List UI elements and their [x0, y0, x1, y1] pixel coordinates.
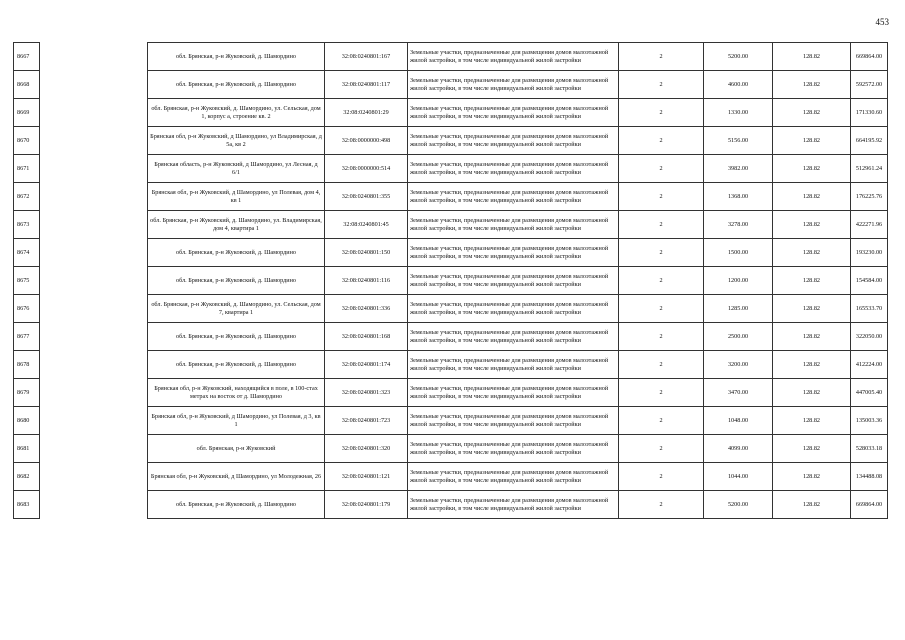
land-use-cell: Земельные участки, предназначенные для размещения домов малоэтажной жилой застройки, в том числе индивидуальной жилой застройки	[408, 239, 619, 267]
row-number-row	[14, 127, 40, 155]
table-row	[148, 435, 888, 463]
area-cell: 3470.00	[704, 379, 773, 407]
cadastral-value-table	[147, 42, 888, 519]
row-number-column	[13, 42, 40, 519]
land-use-cell: Земельные участки, предназначенные для размещения домов малоэтажной жилой застройки, в том числе индивидуальной жилой застройки	[408, 351, 619, 379]
rate-cell: 128.82	[773, 183, 851, 211]
area-cell: 1200.00	[704, 267, 773, 295]
row-number-row	[14, 211, 40, 239]
address-cell: обл. Брянская, р-н Жуковский, д. Шамордино, ул. Сельская, дом 1, корпус а, строение кв. 2	[148, 99, 325, 127]
cadastral-number-cell: 32:08:0240801:121	[325, 463, 408, 491]
row-number-cell: 8674	[14, 239, 40, 267]
address-cell: обл. Брянская, р-н Жуковский, д. Шамордино	[148, 323, 325, 351]
area-cell: 3982.00	[704, 155, 773, 183]
group-cell: 2	[619, 267, 704, 295]
rate-cell: 128.82	[773, 323, 851, 351]
cadastral-value-cell: 165533.70	[851, 295, 888, 323]
group-cell: 2	[619, 99, 704, 127]
address-cell: Брянская обл, р-н Жуковский, д Шамордино, ул Полевая, дом 4, кв 1	[148, 183, 325, 211]
address-cell: обл. Брянская, р-н Жуковский, д. Шамордино	[148, 267, 325, 295]
row-number-cell: 8675	[14, 267, 40, 295]
land-use-cell: Земельные участки, предназначенные для размещения домов малоэтажной жилой застройки, в том числе индивидуальной жилой застройки	[408, 211, 619, 239]
land-use-cell: Земельные участки, предназначенные для размещения домов малоэтажной жилой застройки, в том числе индивидуальной жилой застройки	[408, 407, 619, 435]
cadastral-value-cell: 322050.00	[851, 323, 888, 351]
row-number-row	[14, 155, 40, 183]
cadastral-number-cell: 32:08:0000000:514	[325, 155, 408, 183]
cadastral-number-cell: 32:08:0240801:320	[325, 435, 408, 463]
area-cell: 3278.00	[704, 211, 773, 239]
cadastral-number-cell: 32:08:0240801:168	[325, 323, 408, 351]
row-number-row	[14, 267, 40, 295]
cadastral-number-cell: 32:08:0240801:723	[325, 407, 408, 435]
row-number-row	[14, 491, 40, 519]
row-number-row	[14, 379, 40, 407]
table-row	[148, 407, 888, 435]
cadastral-value-cell: 171330.60	[851, 99, 888, 127]
table-row	[148, 127, 888, 155]
cadastral-value-cell: 422271.96	[851, 211, 888, 239]
row-number-cell: 8669	[14, 99, 40, 127]
cadastral-value-cell: 193230.00	[851, 239, 888, 267]
cadastral-number-cell: 32:08:0240801:355	[325, 183, 408, 211]
cadastral-number-cell: 32:08:0240801:117	[325, 71, 408, 99]
row-number-cell: 8673	[14, 211, 40, 239]
land-use-cell: Земельные участки, предназначенные для размещения домов малоэтажной жилой застройки, в том числе индивидуальной жилой застройки	[408, 323, 619, 351]
row-number-row	[14, 239, 40, 267]
cadastral-number-cell: 32:08:0240801:323	[325, 379, 408, 407]
group-cell: 2	[619, 239, 704, 267]
cadastral-number-cell: 32:08:0240801:45	[325, 211, 408, 239]
area-cell: 3200.00	[704, 351, 773, 379]
row-number-cell: 8677	[14, 323, 40, 351]
rate-cell: 128.82	[773, 155, 851, 183]
group-cell: 2	[619, 351, 704, 379]
address-cell: обл. Брянская, р-н Жуковский, д. Шамордино	[148, 491, 325, 519]
cadastral-number-cell: 32:08:0240801:167	[325, 43, 408, 71]
page-number: 453	[875, 17, 889, 27]
area-cell: 1330.00	[704, 99, 773, 127]
area-cell: 4600.00	[704, 71, 773, 99]
rate-cell: 128.82	[773, 351, 851, 379]
address-cell: Брянская обл, р-н Жуковский, д Шамордино, ул Полевая, д 3, кв 1	[148, 407, 325, 435]
table-row	[148, 71, 888, 99]
table-row	[148, 323, 888, 351]
table-row	[148, 239, 888, 267]
land-use-cell: Земельные участки, предназначенные для размещения домов малоэтажной жилой застройки, в том числе индивидуальной жилой застройки	[408, 183, 619, 211]
cadastral-value-cell: 412224.00	[851, 351, 888, 379]
land-use-cell: Земельные участки, предназначенные для размещения домов малоэтажной жилой застройки, в том числе индивидуальной жилой застройки	[408, 71, 619, 99]
cadastral-value-cell: 512961.24	[851, 155, 888, 183]
area-cell: 2500.00	[704, 323, 773, 351]
rate-cell: 128.82	[773, 463, 851, 491]
row-number-row	[14, 295, 40, 323]
row-number-row	[14, 435, 40, 463]
land-use-cell: Земельные участки, предназначенные для размещения домов малоэтажной жилой застройки, в том числе индивидуальной жилой застройки	[408, 435, 619, 463]
row-number-cell: 8668	[14, 71, 40, 99]
row-number-cell: 8681	[14, 435, 40, 463]
cadastral-number-cell: 32:08:0240801:336	[325, 295, 408, 323]
address-cell: Брянская обл, р-н Жуковский, находящийся в поле, в 100-стах метрах на восток от д. Шамордино	[148, 379, 325, 407]
table-row	[148, 211, 888, 239]
row-number-cell: 8679	[14, 379, 40, 407]
land-use-cell: Земельные участки, предназначенные для размещения домов малоэтажной жилой застройки, в том числе индивидуальной жилой застройки	[408, 99, 619, 127]
address-cell: обл. Брянская, р-н Жуковский, д. Шамордино	[148, 71, 325, 99]
table-row	[148, 379, 888, 407]
area-cell: 5200.00	[704, 43, 773, 71]
cadastral-value-cell: 664195.92	[851, 127, 888, 155]
group-cell: 2	[619, 323, 704, 351]
land-use-cell: Земельные участки, предназначенные для размещения домов малоэтажной жилой застройки, в том числе индивидуальной жилой застройки	[408, 379, 619, 407]
rate-cell: 128.82	[773, 239, 851, 267]
cadastral-number-cell: 32:08:0240801:116	[325, 267, 408, 295]
row-number-cell: 8678	[14, 351, 40, 379]
row-number-row	[14, 183, 40, 211]
row-number-cell: 8671	[14, 155, 40, 183]
group-cell: 2	[619, 71, 704, 99]
cadastral-value-cell: 669864.00	[851, 491, 888, 519]
cadastral-number-cell: 32:08:0240801:179	[325, 491, 408, 519]
table-row	[148, 155, 888, 183]
address-cell: обл. Брянская, р-н Жуковский, д. Шамордино, ул. Сельская, дом 7, квартира 1	[148, 295, 325, 323]
cadastral-value-cell: 135003.36	[851, 407, 888, 435]
cadastral-number-cell: 32:08:0000000:498	[325, 127, 408, 155]
area-cell: 1285.00	[704, 295, 773, 323]
cadastral-value-cell: 592572.00	[851, 71, 888, 99]
address-cell: обл. Брянская, р-н Жуковский, д. Шамордино	[148, 239, 325, 267]
rate-cell: 128.82	[773, 71, 851, 99]
row-number-cell: 8670	[14, 127, 40, 155]
rate-cell: 128.82	[773, 127, 851, 155]
row-number-cell: 8667	[14, 43, 40, 71]
group-cell: 2	[619, 127, 704, 155]
group-cell: 2	[619, 407, 704, 435]
address-cell: Брянская область, р-н Жуковский, д Шамордино, ул Лесная, д 6/1	[148, 155, 325, 183]
group-cell: 2	[619, 379, 704, 407]
rate-cell: 128.82	[773, 211, 851, 239]
row-number-row	[14, 71, 40, 99]
area-cell: 1048.00	[704, 407, 773, 435]
group-cell: 2	[619, 435, 704, 463]
land-use-cell: Земельные участки, предназначенные для размещения домов малоэтажной жилой застройки, в том числе индивидуальной жилой застройки	[408, 267, 619, 295]
land-use-cell: Земельные участки, предназначенные для размещения домов малоэтажной жилой застройки, в том числе индивидуальной жилой застройки	[408, 127, 619, 155]
area-cell: 4099.00	[704, 435, 773, 463]
table-row	[148, 99, 888, 127]
rate-cell: 128.82	[773, 379, 851, 407]
address-cell: Брянская обл, р-н Жуковский, д Шамордино, ул Владимирская, д 5а, кв 2	[148, 127, 325, 155]
cadastral-value-cell: 669864.00	[851, 43, 888, 71]
group-cell: 2	[619, 463, 704, 491]
rate-cell: 128.82	[773, 267, 851, 295]
address-cell: обл. Брянская, р-н Жуковский	[148, 435, 325, 463]
area-cell: 1500.00	[704, 239, 773, 267]
table-row	[148, 491, 888, 519]
land-use-cell: Земельные участки, предназначенные для размещения домов малоэтажной жилой застройки, в том числе индивидуальной жилой застройки	[408, 463, 619, 491]
row-number-cell: 8680	[14, 407, 40, 435]
rate-cell: 128.82	[773, 295, 851, 323]
cadastral-value-cell: 447005.40	[851, 379, 888, 407]
cadastral-number-cell: 32:08:0240801:29	[325, 99, 408, 127]
row-number-cell: 8682	[14, 463, 40, 491]
group-cell: 2	[619, 295, 704, 323]
rate-cell: 128.82	[773, 43, 851, 71]
rate-cell: 128.82	[773, 435, 851, 463]
area-cell: 1368.00	[704, 183, 773, 211]
group-cell: 2	[619, 491, 704, 519]
row-number-row	[14, 43, 40, 71]
address-cell: обл. Брянская, р-н Жуковский, д. Шамордино	[148, 43, 325, 71]
table-row	[148, 43, 888, 71]
group-cell: 2	[619, 155, 704, 183]
table-row	[148, 295, 888, 323]
land-use-cell: Земельные участки, предназначенные для размещения домов малоэтажной жилой застройки, в том числе индивидуальной жилой застройки	[408, 155, 619, 183]
cadastral-value-cell: 154584.00	[851, 267, 888, 295]
cadastral-value-cell: 176225.76	[851, 183, 888, 211]
row-number-cell: 8683	[14, 491, 40, 519]
rate-cell: 128.82	[773, 491, 851, 519]
area-cell: 5200.00	[704, 491, 773, 519]
row-number-cell: 8676	[14, 295, 40, 323]
group-cell: 2	[619, 211, 704, 239]
table-row	[148, 351, 888, 379]
table-row	[148, 267, 888, 295]
group-cell: 2	[619, 43, 704, 71]
address-cell: обл. Брянская, р-н Жуковский, д. Шамордино	[148, 351, 325, 379]
row-number-row	[14, 99, 40, 127]
cadastral-number-cell: 32:08:0240801:150	[325, 239, 408, 267]
land-use-cell: Земельные участки, предназначенные для размещения домов малоэтажной жилой застройки, в том числе индивидуальной жилой застройки	[408, 491, 619, 519]
address-cell: Брянская обл, р-н Жуковский, д Шамордино, ул Молодежная, 26	[148, 463, 325, 491]
row-number-cell: 8672	[14, 183, 40, 211]
cadastral-value-cell: 134488.08	[851, 463, 888, 491]
land-use-cell: Земельные участки, предназначенные для размещения домов малоэтажной жилой застройки, в том числе индивидуальной жилой застройки	[408, 43, 619, 71]
row-number-row	[14, 323, 40, 351]
table-row	[148, 463, 888, 491]
table-row	[148, 183, 888, 211]
cadastral-value-cell: 528033.18	[851, 435, 888, 463]
cadastral-number-cell: 32:08:0240801:174	[325, 351, 408, 379]
rate-cell: 128.82	[773, 99, 851, 127]
rate-cell: 128.82	[773, 407, 851, 435]
address-cell: обл. Брянская, р-н Жуковский, д. Шамордино, ул. Владимирская, дом 4, квартира 1	[148, 211, 325, 239]
group-cell: 2	[619, 183, 704, 211]
row-number-row	[14, 407, 40, 435]
area-cell: 1044.00	[704, 463, 773, 491]
row-number-row	[14, 351, 40, 379]
land-use-cell: Земельные участки, предназначенные для размещения домов малоэтажной жилой застройки, в том числе индивидуальной жилой застройки	[408, 295, 619, 323]
row-number-row	[14, 463, 40, 491]
area-cell: 5156.00	[704, 127, 773, 155]
